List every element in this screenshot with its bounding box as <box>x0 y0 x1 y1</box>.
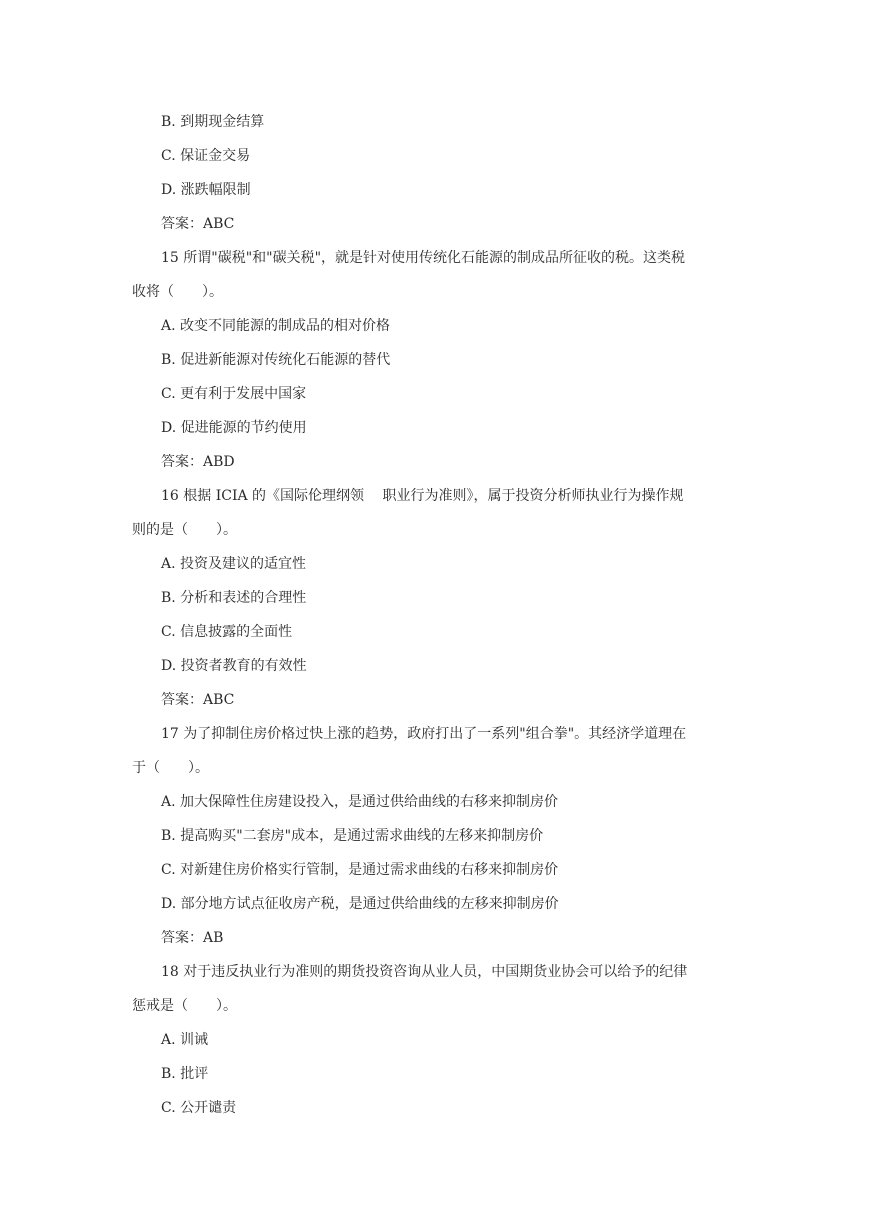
question-continuation: 则的是（ ）。 <box>132 522 237 538</box>
option-line: C. 信息披露的全面性 <box>161 624 293 640</box>
answer-line: 答案：ABC <box>161 692 235 708</box>
question-line: 16 根据 ICIA 的《国际伦理纲领 职业行为准则》，属于投资分析师执业行为操作规 <box>161 488 684 504</box>
question-line: 17 为了抑制住房价格过快上涨的趋势，政府打出了一系列"组合拳"。其经济学道理在 <box>161 726 687 742</box>
option-line: B. 促进新能源对传统化石能源的替代 <box>161 352 391 368</box>
option-line: D. 投资者教育的有效性 <box>161 658 307 674</box>
answer-line: 答案：AB <box>161 930 224 946</box>
option-line: B. 到期现金结算 <box>161 114 265 130</box>
option-line: C. 对新建住房价格实行管制，是通过需求曲线的右移来抑制房价 <box>161 862 559 878</box>
option-line: C. 公开谴责 <box>161 1100 237 1116</box>
question-continuation: 于（ ）。 <box>132 760 209 776</box>
option-line: D. 部分地方试点征收房产税，是通过供给曲线的左移来抑制房价 <box>161 896 559 912</box>
option-line: C. 更有利于发展中国家 <box>161 386 307 402</box>
question-continuation: 惩戒是（ ）。 <box>132 998 237 1014</box>
question-line: 18 对于违反执业行为准则的期货投资咨询从业人员，中国期货业协会可以给予的纪律 <box>161 964 688 980</box>
option-line: C. 保证金交易 <box>161 148 251 164</box>
question-line: 15 所谓"碳税"和"碳关税"，就是针对使用传统化石能源的制成品所征收的税。这类税 <box>161 250 686 266</box>
option-line: A. 投资及建议的适宜性 <box>161 556 307 572</box>
option-line: D. 涨跌幅限制 <box>161 182 251 198</box>
option-line: B. 提高购买"二套房"成本，是通过需求曲线的左移来抑制房价 <box>161 828 544 844</box>
option-line: B. 批评 <box>161 1066 209 1082</box>
option-line: B. 分析和表述的合理性 <box>161 590 307 606</box>
question-continuation: 收将（ ）。 <box>132 284 223 300</box>
document-body <box>132 109 736 1129</box>
option-line: D. 促进能源的节约使用 <box>161 420 307 436</box>
option-line: A. 改变不同能源的制成品的相对价格 <box>161 318 391 334</box>
answer-line: 答案：ABD <box>161 454 235 470</box>
option-line: A. 训诫 <box>161 1032 209 1048</box>
answer-line: 答案：ABC <box>161 216 235 232</box>
option-line: A. 加大保障性住房建设投入，是通过供给曲线的右移来抑制房价 <box>161 794 559 810</box>
